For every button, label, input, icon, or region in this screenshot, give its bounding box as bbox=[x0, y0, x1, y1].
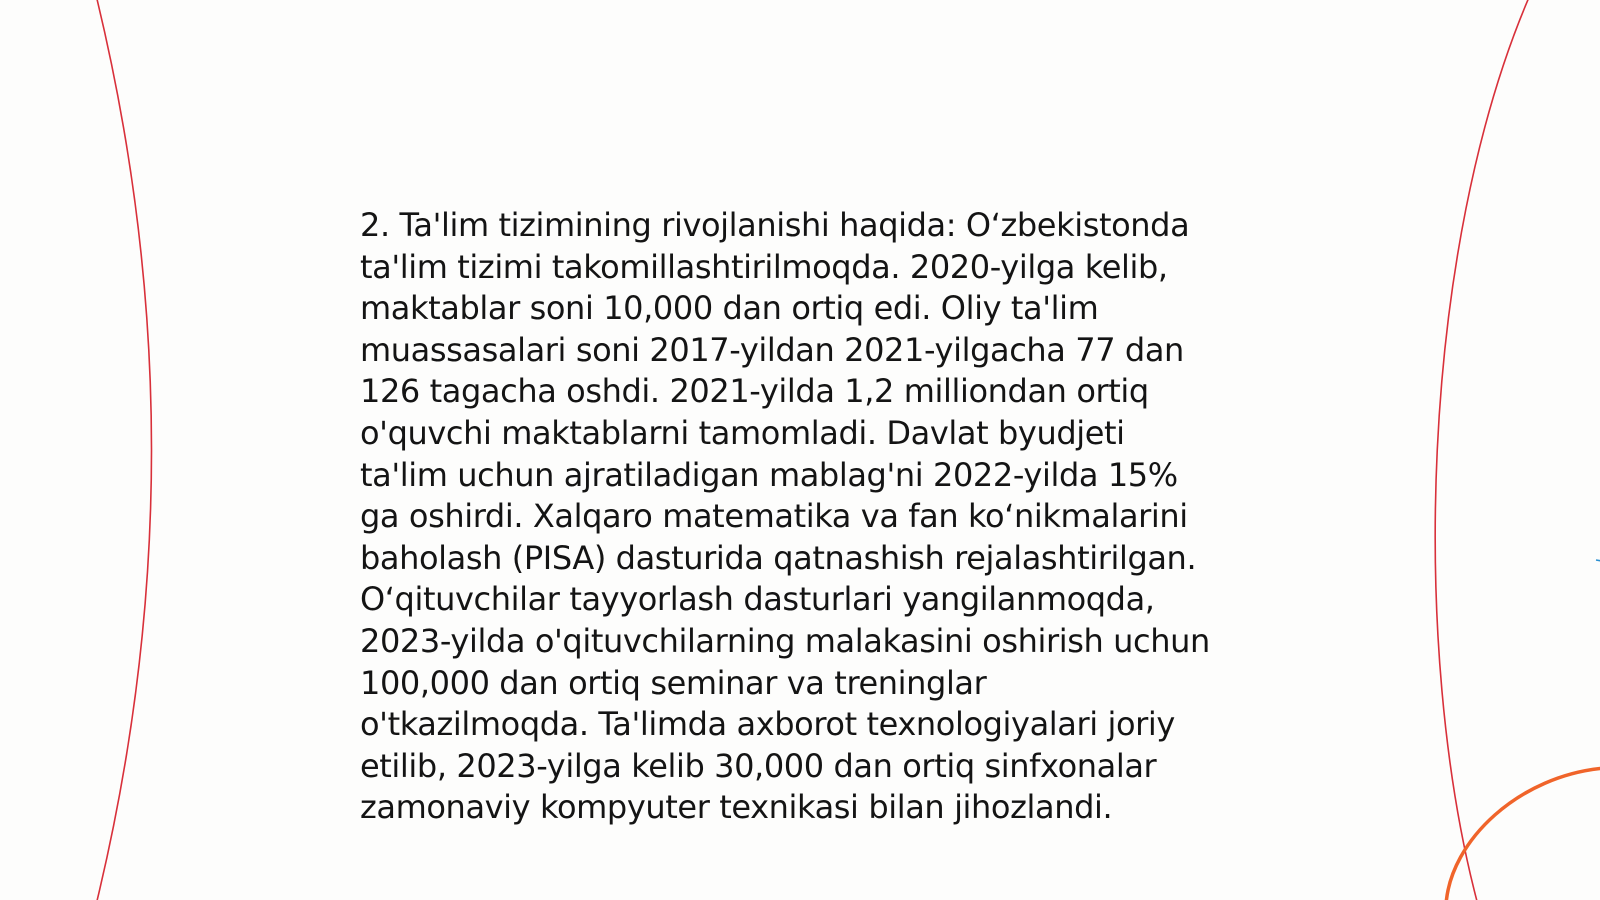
body-line: muassasalari soni 2017-yildan 2021-yilgacha 77 dan bbox=[360, 330, 1184, 369]
body-line: 2023-yilda o'qituvchilarning malakasini oshirish uchun bbox=[360, 621, 1210, 660]
body-line: zamonaviy kompyuter texnikasi bilan jihozlandi. bbox=[360, 788, 1113, 827]
orange-arc bbox=[1446, 768, 1600, 900]
blue-arc-tick bbox=[1596, 560, 1600, 561]
body-paragraph bbox=[360, 205, 1245, 829]
body-line: ta'lim tizimi takomillashtirilmoqda. 2020-yilga kelib, bbox=[360, 247, 1168, 286]
right-red-arc bbox=[1435, 0, 1530, 900]
body-line: 2. Ta'lim tizimining rivojlanishi haqida: O‘zbekistonda bbox=[360, 206, 1190, 244]
body-line: o'quvchi maktablarni tamomladi. Davlat byudjeti bbox=[360, 413, 1125, 452]
body-line: ta'lim uchun ajratiladigan mablag'ni 2022-yilda 15% bbox=[360, 455, 1178, 494]
body-line: maktablar soni 10,000 dan ortiq edi. Oliy ta'lim bbox=[360, 289, 1099, 328]
body-line: ga oshirdi. Xalqaro matematika va fan ko‘nikmalarini bbox=[360, 497, 1188, 536]
body-line: baholash (PISA) dasturida qatnashish rejalashtirilgan. bbox=[360, 538, 1197, 577]
body-line: etilib, 2023-yilga kelib 30,000 dan ortiq sinfxonalar bbox=[360, 746, 1157, 785]
left-red-arc bbox=[96, 0, 152, 900]
body-line: o'tkazilmoqda. Ta'limda axborot texnologiyalari joriy bbox=[360, 705, 1175, 744]
body-line: 100,000 dan ortiq seminar va treninglar bbox=[360, 663, 987, 702]
body-line: O‘qituvchilar tayyorlash dasturlari yangilanmoqda, bbox=[360, 580, 1155, 619]
body-line: 126 tagacha oshdi. 2021-yilda 1,2 milliondan ortiq bbox=[360, 372, 1149, 411]
